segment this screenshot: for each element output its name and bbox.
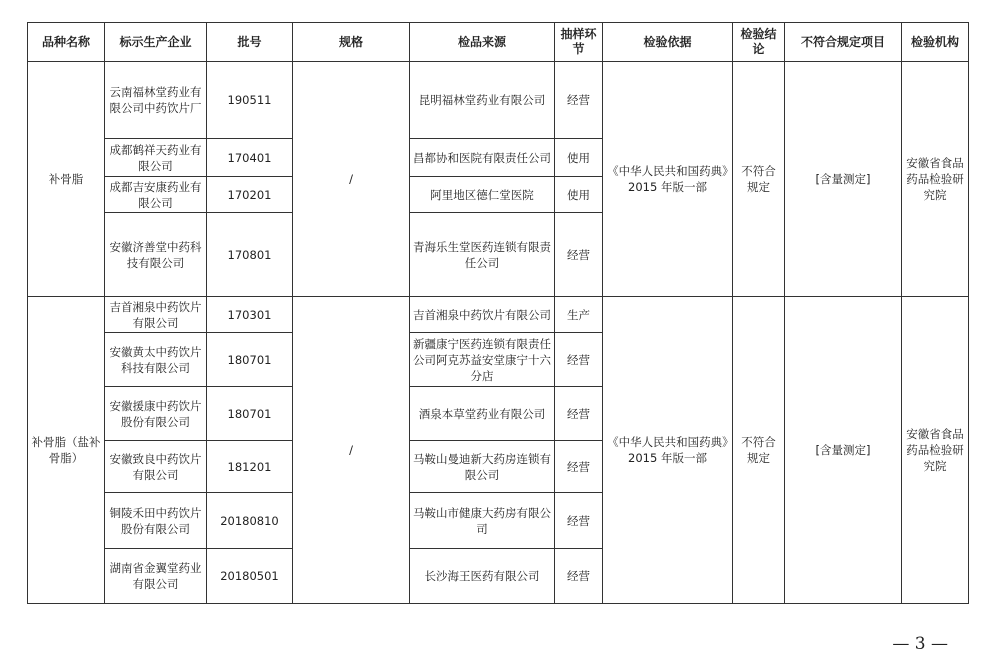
stage-cell: 经营 <box>555 213 603 297</box>
source-cell: 昆明福林堂药业有限公司 <box>410 62 555 139</box>
manufacturer-cell: 吉首湘泉中药饮片有限公司 <box>105 297 207 333</box>
stage-cell: 经营 <box>555 493 603 549</box>
stage-cell: 使用 <box>555 139 603 177</box>
failed-item-cell: [含量测定] <box>785 297 902 604</box>
batch-cell: 170301 <box>207 297 293 333</box>
header-manufacturer: 标示生产企业 <box>105 23 207 62</box>
header-batch: 批号 <box>207 23 293 62</box>
source-cell: 新疆康宁医药连锁有限责任公司阿克苏益安堂康宁十六分店 <box>410 333 555 387</box>
source-cell: 阿里地区德仁堂医院 <box>410 177 555 213</box>
source-cell: 吉首湘泉中药饮片有限公司 <box>410 297 555 333</box>
header-item: 不符合规定项目 <box>785 23 902 62</box>
manufacturer-cell: 云南福林堂药业有限公司中药饮片厂 <box>105 62 207 139</box>
page-number: — 3 — <box>892 634 948 654</box>
source-cell: 马鞍山曼迪新大药房连锁有限公司 <box>410 441 555 493</box>
batch-cell: 20180810 <box>207 493 293 549</box>
inspection-results-table <box>27 22 969 604</box>
manufacturer-cell: 成都鹤祥天药业有限公司 <box>105 139 207 177</box>
institution-cell: 安徽省食品药品检验研究院 <box>902 297 969 604</box>
stage-cell: 经营 <box>555 387 603 441</box>
table-row <box>28 297 969 333</box>
basis-cell: 《中华人民共和国药典》2015 年版一部 <box>603 297 733 604</box>
table-header-row <box>28 23 969 62</box>
manufacturer-cell: 安徽济善堂中药科技有限公司 <box>105 213 207 297</box>
header-spec: 规格 <box>293 23 410 62</box>
batch-cell: 170401 <box>207 139 293 177</box>
source-cell: 昌都协和医院有限责任公司 <box>410 139 555 177</box>
header-institution: 检验机构 <box>902 23 969 62</box>
stage-cell: 经营 <box>555 62 603 139</box>
source-cell: 马鞍山市健康大药房有限公司 <box>410 493 555 549</box>
stage-cell: 经营 <box>555 333 603 387</box>
manufacturer-cell: 安徽援康中药饮片股份有限公司 <box>105 387 207 441</box>
batch-cell: 180701 <box>207 387 293 441</box>
header-product: 品种名称 <box>28 23 105 62</box>
product-name-cell: 补骨脂（盐补骨脂） <box>28 297 105 604</box>
batch-cell: 20180501 <box>207 549 293 604</box>
basis-cell: 《中华人民共和国药典》2015 年版一部 <box>603 62 733 297</box>
conclusion-cell: 不符合规定 <box>733 62 785 297</box>
product-name-cell: 补骨脂 <box>28 62 105 297</box>
stage-cell: 使用 <box>555 177 603 213</box>
source-cell: 酒泉本草堂药业有限公司 <box>410 387 555 441</box>
stage-cell: 经营 <box>555 549 603 604</box>
batch-cell: 170801 <box>207 213 293 297</box>
batch-cell: 170201 <box>207 177 293 213</box>
table-row <box>28 62 969 139</box>
stage-cell: 生产 <box>555 297 603 333</box>
manufacturer-cell: 安徽黄太中药饮片科技有限公司 <box>105 333 207 387</box>
source-cell: 青海乐生堂医药连锁有限责任公司 <box>410 213 555 297</box>
spec-cell: / <box>293 297 410 604</box>
conclusion-cell: 不符合规定 <box>733 297 785 604</box>
manufacturer-cell: 成都吉安康药业有限公司 <box>105 177 207 213</box>
manufacturer-cell: 安徽致良中药饮片有限公司 <box>105 441 207 493</box>
spec-cell: / <box>293 62 410 297</box>
manufacturer-cell: 铜陵禾田中药饮片股份有限公司 <box>105 493 207 549</box>
batch-cell: 180701 <box>207 333 293 387</box>
stage-cell: 经营 <box>555 441 603 493</box>
source-cell: 长沙海王医药有限公司 <box>410 549 555 604</box>
header-stage: 抽样环节 <box>555 23 603 62</box>
header-conclusion: 检验结论 <box>733 23 785 62</box>
header-basis: 检验依据 <box>603 23 733 62</box>
manufacturer-cell: 湖南省金翼堂药业有限公司 <box>105 549 207 604</box>
batch-cell: 190511 <box>207 62 293 139</box>
failed-item-cell: [含量测定] <box>785 62 902 297</box>
institution-cell: 安徽省食品药品检验研究院 <box>902 62 969 297</box>
batch-cell: 181201 <box>207 441 293 493</box>
header-source: 检品来源 <box>410 23 555 62</box>
